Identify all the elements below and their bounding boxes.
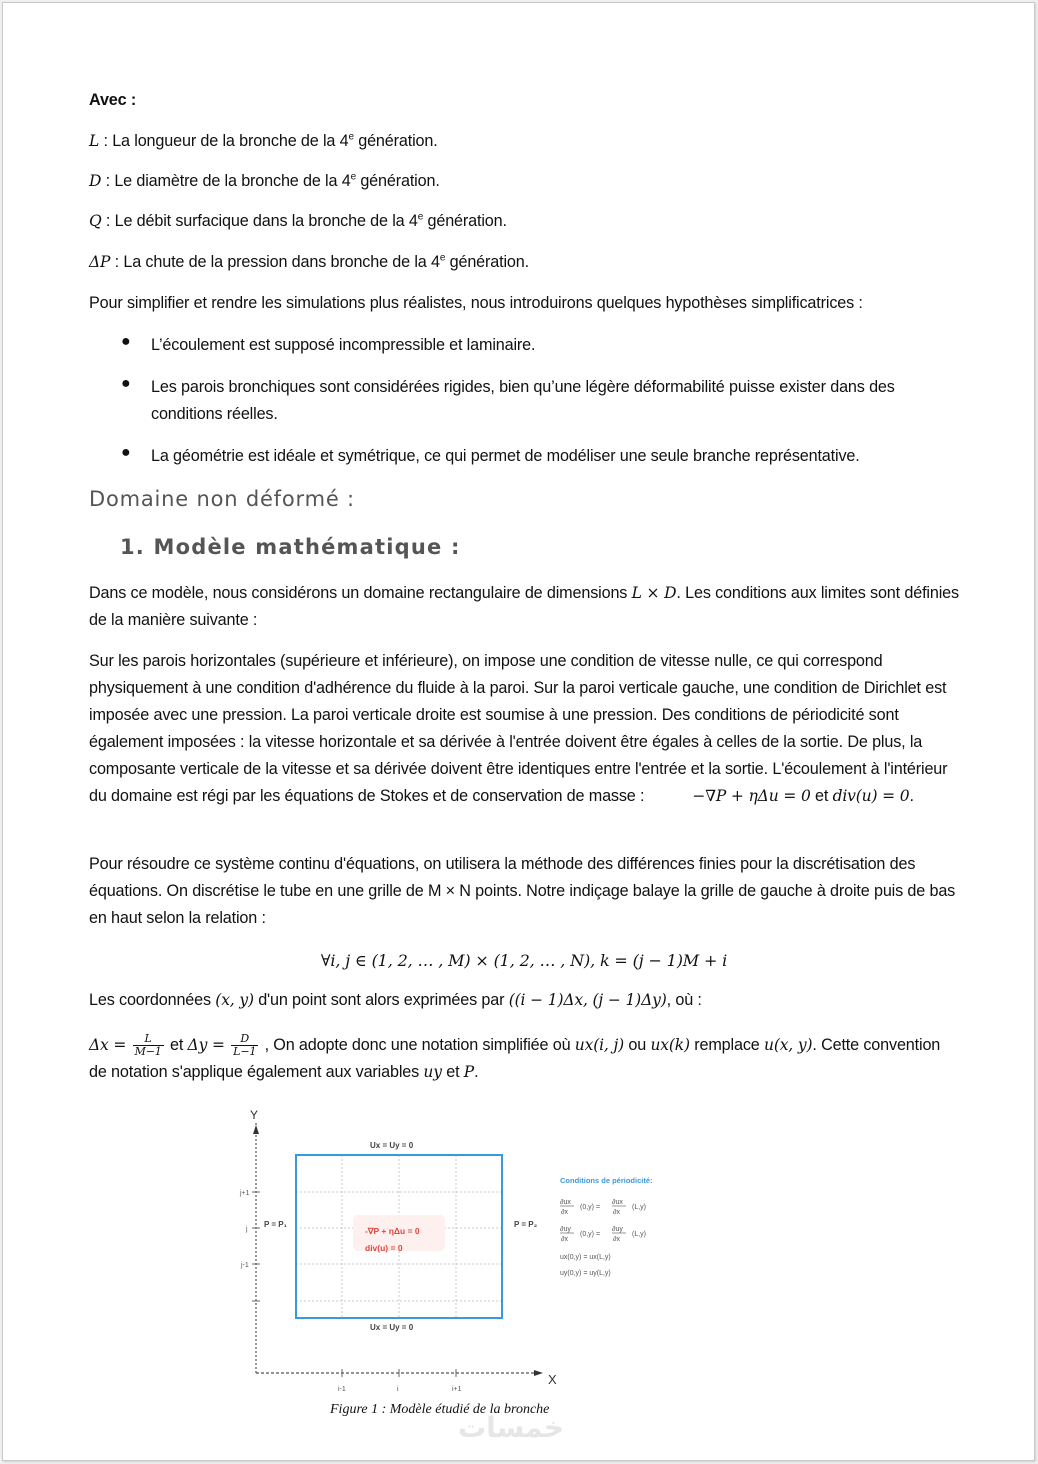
index-equation: ∀i, j ∈ (1, 2, … , M) × (1, 2, … , N), k = (j − 1)M + i	[320, 951, 728, 970]
stokes-equation: −∇P + ηΔu = 0	[692, 787, 811, 805]
bronchus-model-figure	[228, 1103, 708, 1403]
svg-text:∂x: ∂x	[561, 1209, 568, 1216]
figure-caption: Figure 1 : Modèle étudié de la bronche	[330, 1402, 550, 1417]
definition-item: ΔP : La chute de la pression dans bronche de la 4e génération.	[89, 252, 529, 271]
svg-text:∂ux: ∂ux	[612, 1199, 623, 1206]
stokes-label: -∇P + ηΔu = 0	[365, 1226, 420, 1236]
domain-paragraph: Dans ce modèle, nous considérons un domaine rectangulaire de dimensions L × D. Les conditions aux limites sont définies de la manière suivante :	[89, 584, 959, 629]
periodicity-ux-equation: ux(0,y) = ux(L,y)	[560, 1254, 611, 1261]
section-title: Domaine non déformé :	[89, 487, 355, 511]
symbol: ΔP	[89, 253, 111, 271]
x-tick-label: i	[397, 1386, 399, 1393]
svg-text:∂uy: ∂uy	[612, 1226, 623, 1233]
coordinates-paragraph: Les coordonnées (x, y) d'un point sont alors exprimées par ((i − 1)Δx, (j − 1)Δy), où :	[89, 991, 702, 1009]
dx-fraction: $\frac{L}{M-1}$	[134, 1032, 162, 1059]
divergence-label: div(u) = 0	[365, 1243, 403, 1253]
y-tick-label: j-1	[241, 1262, 249, 1269]
div-equation: div(u) = 0	[832, 787, 910, 805]
svg-text:(0,y) =: (0,y) =	[580, 1204, 601, 1211]
hypotheses-intro: Pour simplifier et rendre les simulations plus réalistes, nous introduirons quelques hypothèses simplificatrices :	[89, 294, 863, 312]
svg-text:∂uy: ∂uy	[560, 1226, 571, 1233]
watermark-logo: خمسات	[458, 1411, 565, 1444]
bullet-icon: ●	[121, 333, 131, 350]
hypothesis-item: L’écoulement est supposé incompressible et laminaire.	[151, 336, 536, 354]
boundary-paragraph: Sur les parois horizontales (supérieure et inférieure), on impose une condition de vitesse nulle, ce qui correspond physiquement à une condition d'adhérence du fluide à la paroi. Sur la paroi verticale gauche, une condition de Dirichlet est imposée avec une pression. La paroi verticale droite est soumise à une pression. Des conditions de périodicité sont également imposées : la vitesse horizontale et sa dérivée à l'entrée doivent être égales à celles de la sortie. De plus, la composante verticale de la vitesse et sa dérivée doivent être identiques entre l'entrée et la sortie. L'écoulement à l'intérieur du domaine est régi par les équations de Stokes et de conservation de masse : −∇P + ηΔu = 0 et div(u) = 0.	[89, 652, 948, 805]
svg-text:∂x: ∂x	[561, 1236, 568, 1243]
svg-text:(L,y): (L,y)	[632, 1204, 646, 1211]
symbol: Q	[89, 212, 102, 230]
bottom-boundary-label: Ux = Uy = 0	[370, 1323, 414, 1332]
subsection-title: 1. Modèle mathématique :	[120, 535, 461, 559]
x-tick-label: i+1	[452, 1386, 462, 1393]
svg-text:∂ux: ∂ux	[560, 1199, 571, 1206]
x-tick-label: i-1	[338, 1386, 346, 1393]
hypothesis-item: La géométrie est idéale et symétrique, ce qui permet de modéliser une seule branche représentative.	[151, 447, 860, 465]
y-axis-label: Y	[250, 1108, 259, 1122]
dy-fraction: $\frac{D}{L-1}$	[233, 1032, 257, 1059]
x-axis-label: X	[548, 1372, 557, 1387]
periodicity-condition-uy	[560, 1226, 646, 1243]
definition-item: Q : Le débit surfacique dans la bronche de la 4e génération.	[89, 211, 507, 230]
periodicity-condition-ux	[560, 1199, 646, 1216]
y-tick-label: j+1	[240, 1190, 250, 1197]
bullet-icon: ●	[121, 444, 131, 461]
notation-paragraph: Δx = $\frac{L}{M-1}$ et Δy = $\frac{D}{L-1}$ , On adopte donc une notation simplifiée où ux(i, j) ou ux(k) remplace u(x, y). Cette convention de notation s'applique également aux variables uy et P.	[89, 1032, 941, 1081]
definition-item: L : La longueur de la bronche de la 4e génération.	[89, 131, 438, 150]
symbol: L	[89, 132, 100, 150]
y-axis-arrow-icon	[253, 1125, 259, 1134]
discretisation-paragraph: Pour résoudre ce système continu d'équations, on utilisera la méthode des différences finies pour la discrétisation des équations. On discrétise le tube en une grille de M × N points. Notre indiçage balaye la grille de gauche à droite puis de bas en haut selon la relation :	[89, 855, 956, 927]
document-page	[2, 2, 1035, 1461]
symbol: D	[89, 172, 102, 190]
y-tick-label: j	[246, 1226, 248, 1233]
svg-text:(0,y) =: (0,y) =	[580, 1231, 601, 1238]
x-axis-arrow-icon	[534, 1370, 543, 1376]
svg-text:(L,y): (L,y)	[632, 1231, 646, 1238]
right-boundary-label: P = P₂	[514, 1220, 538, 1229]
left-boundary-label: P = P₁	[264, 1220, 287, 1229]
definition-item: D : Le diamètre de la bronche de la 4e génération.	[89, 171, 440, 190]
hypothesis-item: Les parois bronchiques sont considérées rigides, bien qu’une légère déformabilité puisse exister dans des conditions réelles.	[151, 378, 895, 423]
bullet-icon: ●	[121, 375, 131, 392]
periodicity-uy-equation: uy(0,y) = uy(L,y)	[560, 1270, 611, 1277]
svg-text:∂x: ∂x	[613, 1236, 620, 1243]
top-boundary-label: Ux = Uy = 0	[370, 1141, 414, 1150]
svg-text:∂x: ∂x	[613, 1209, 620, 1216]
periodicity-title: Conditions de périodicité:	[560, 1176, 653, 1185]
definitions-heading: Avec :	[89, 91, 137, 109]
